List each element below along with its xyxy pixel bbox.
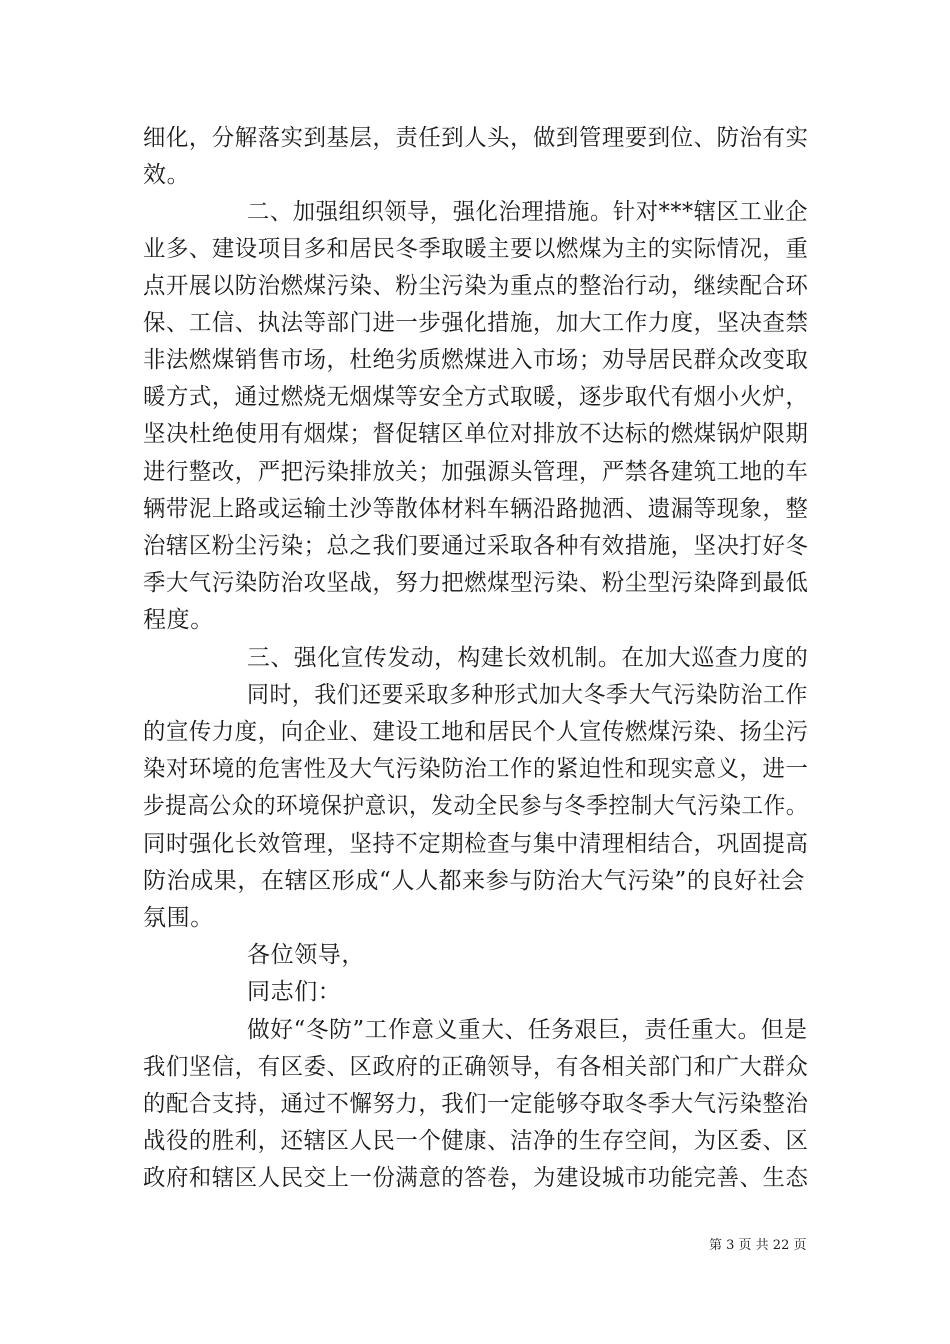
text-line: 同时，我们还要采取多种形式加大冬季大气污染防治工作 bbox=[247, 682, 808, 708]
text-line: 坚决杜绝使用有烟煤；督促辖区单位对排放不达标的燃煤锅炉限期 bbox=[143, 421, 809, 447]
text-line: 氛围。 bbox=[143, 905, 214, 931]
text-line: 染对环境的危害性及大气污染防治工作的紧迫性和现实意义，进一 bbox=[143, 756, 809, 782]
text-line: 战役的胜利，还辖区人民一个健康、洁净的生存空间，为区委、区 bbox=[143, 1128, 809, 1154]
text-line: 做好“冬防”工作意义重大、任务艰巨，责任重大。但是 bbox=[247, 1017, 808, 1043]
text-line: 各位领导， bbox=[247, 942, 365, 968]
text-line: 辆带泥上路或运输土沙等散体材料车辆沿路抛洒、遗漏等现象，整 bbox=[143, 496, 809, 522]
text-line: 保、工信、执法等部门进一步强化措施，加大工作力度，坚决查禁 bbox=[143, 310, 809, 336]
text-line: 业多、建设项目多和居民冬季取暖主要以燃煤为主的实际情况，重 bbox=[143, 236, 809, 262]
text-line: 同时强化长效管理，坚持不定期检查与集中清理相结合，巩固提高 bbox=[143, 831, 809, 857]
text-line: 非法燃煤销售市场，杜绝劣质燃煤进入市场；劝导居民群众改变取 bbox=[143, 347, 809, 373]
text-line: 治辖区粉尘污染；总之我们要通过采取各种有效措施，坚决打好冬 bbox=[143, 533, 809, 559]
text-line: 我们坚信，有区委、区政府的正确领导，有各相关部门和广大群众 bbox=[143, 1054, 809, 1080]
text-line: 进行整改，严把污染排放关；加强源头管理，严禁各建筑工地的车 bbox=[143, 459, 809, 485]
text-line: 程度。 bbox=[143, 607, 214, 633]
text-line: 的宣传力度，向企业、建设工地和居民个人宣传燃煤污染、扬尘污 bbox=[143, 719, 809, 745]
text-line: 效。 bbox=[143, 162, 191, 188]
text-line: 二、加强组织领导，强化治理措施。针对***辖区工业企 bbox=[247, 199, 809, 225]
text-line: 季大气污染防治攻坚战，努力把燃煤型污染、粉尘型污染降到最低 bbox=[143, 570, 809, 596]
page-number-footer: 第 3 页 共 22 页 bbox=[709, 1238, 807, 1253]
text-line: 暖方式，通过燃烧无烟煤等安全方式取暖，逐步取代有烟小火炉， bbox=[143, 384, 809, 410]
text-line: 的配合支持，通过不懈努力，我们一定能够夺取冬季大气污染整治 bbox=[143, 1091, 809, 1117]
text-line: 细化，分解落实到基层，责任到人头，做到管理要到位、防治有实 bbox=[143, 125, 809, 151]
text-line: 同志们： bbox=[247, 979, 342, 1005]
text-line: 防治成果，在辖区形成“人人都来参与防治大气污染”的良好社会 bbox=[143, 868, 805, 894]
text-line: 点开展以防治燃煤污染、粉尘污染为重点的整治行动，继续配合环 bbox=[143, 273, 809, 299]
text-line: 三、强化宣传发动，构建长效机制。在加大巡查力度的 bbox=[247, 645, 809, 671]
text-line: 步提高公众的环境保护意识，发动全民参与冬季控制大气污染工作。 bbox=[143, 793, 808, 819]
text-line: 政府和辖区人民交上一份满意的答卷，为建设城市功能完善、生态 bbox=[143, 1165, 809, 1191]
